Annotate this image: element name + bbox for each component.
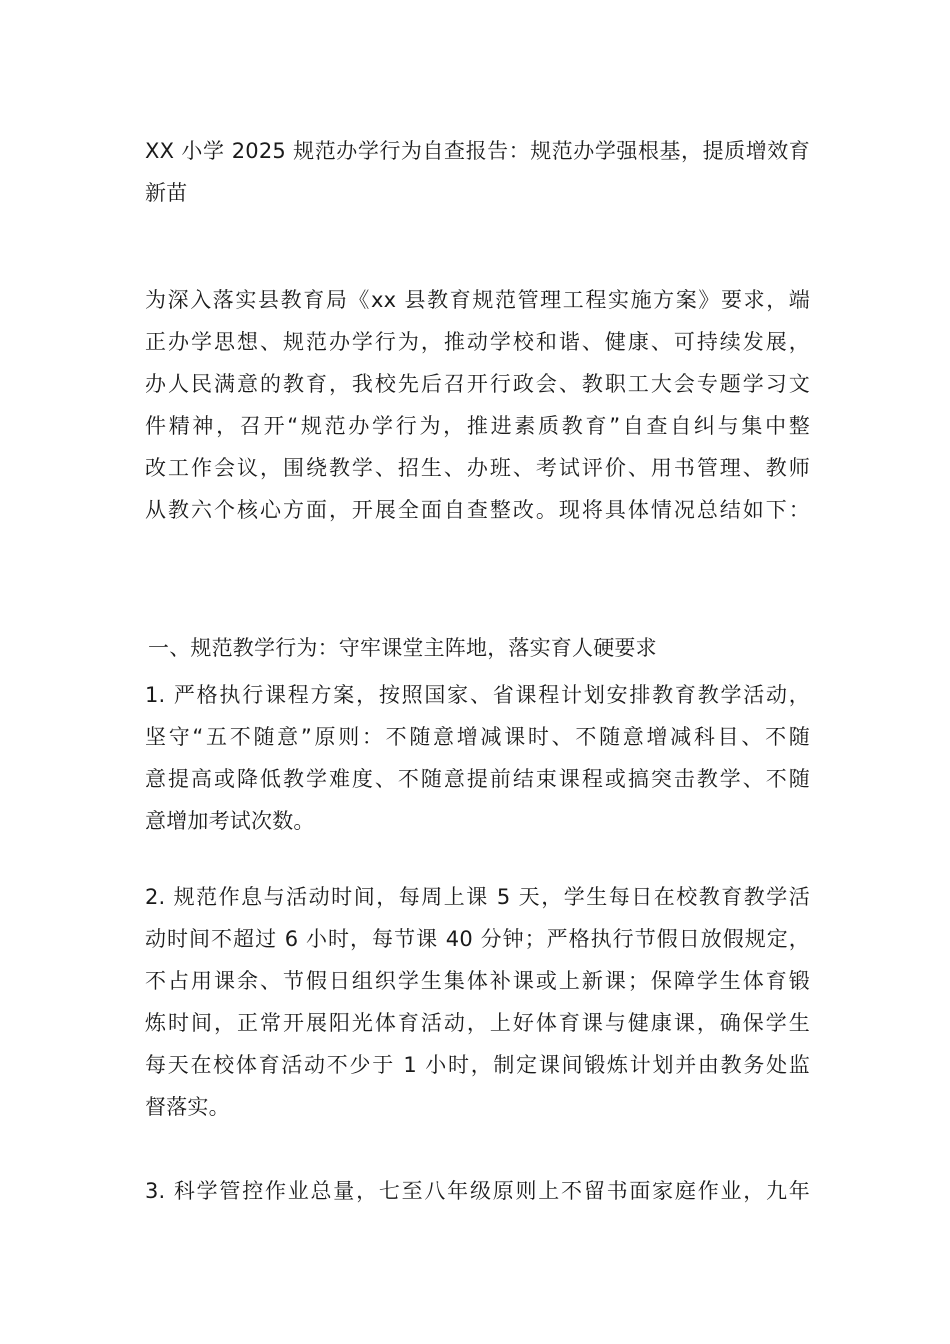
item-3-paragraph <box>145 1170 810 1212</box>
item-2-paragraph <box>145 876 810 1128</box>
section-1-heading: 一、规范教学行为：守牢课堂主阵地，落实育人硬要求 <box>148 636 657 660</box>
item-1-line-4: 意增加考试次数。 <box>145 809 315 833</box>
intro-line-5: 改工作会议，围绕教学、招生、办班、考试评价、用书管理、教师 <box>145 456 810 480</box>
intro-line-2: 正办学思想、规范办学行为，推动学校和谐、健康、可持续发展， <box>145 330 810 354</box>
item-2-line-1: 2. 规范作息与活动时间，每周上课 5 天，学生每日在校教育教学活 <box>145 885 810 909</box>
title-line-1: XX 小学 2025 规范办学行为自查报告：规范办学强根基，提质增效育 <box>145 139 810 163</box>
document-title <box>145 130 810 214</box>
intro-line-1: 为深入落实县教育局《xx 县教育规范管理工程实施方案》要求，端 <box>145 288 810 312</box>
item-1-line-2: 坚守“五不随意”原则：不随意增减课时、不随意增减科目、不随 <box>145 725 810 749</box>
item-2-line-4: 炼时间，正常开展阳光体育活动，上好体育课与健康课，确保学生 <box>145 1011 810 1035</box>
title-line-2: 新苗 <box>145 181 188 205</box>
item-3-line-1: 3. 科学管控作业总量，七至八年级原则上不留书面家庭作业，九年 <box>145 1179 810 1203</box>
intro-line-4: 件精神，召开“规范办学行为，推进素质教育”自查自纠与集中整 <box>145 414 810 438</box>
item-1-line-1: 1. 严格执行课程方案，按照国家、省课程计划安排教育教学活动， <box>145 683 810 707</box>
intro-paragraph <box>145 279 810 531</box>
item-1-paragraph <box>145 674 810 842</box>
item-2-line-5: 每天在校体育活动不少于 1 小时，制定课间锻炼计划并由教务处监 <box>145 1053 810 1077</box>
intro-line-3: 办人民满意的教育，我校先后召开行政会、教职工大会专题学习文 <box>145 372 810 396</box>
item-1-line-3: 意提高或降低教学难度、不随意提前结束课程或搞突击教学、不随 <box>145 767 810 791</box>
item-2-line-2: 动时间不超过 6 小时，每节课 40 分钟；严格执行节假日放假规定， <box>145 927 810 951</box>
item-2-line-6: 督落实。 <box>145 1095 230 1119</box>
item-2-line-3: 不占用课余、节假日组织学生集体补课或上新课；保障学生体育锻 <box>145 969 810 993</box>
section-1-heading-block <box>145 627 810 669</box>
intro-line-6: 从教六个核心方面，开展全面自查整改。现将具体情况总结如下： <box>145 498 810 522</box>
